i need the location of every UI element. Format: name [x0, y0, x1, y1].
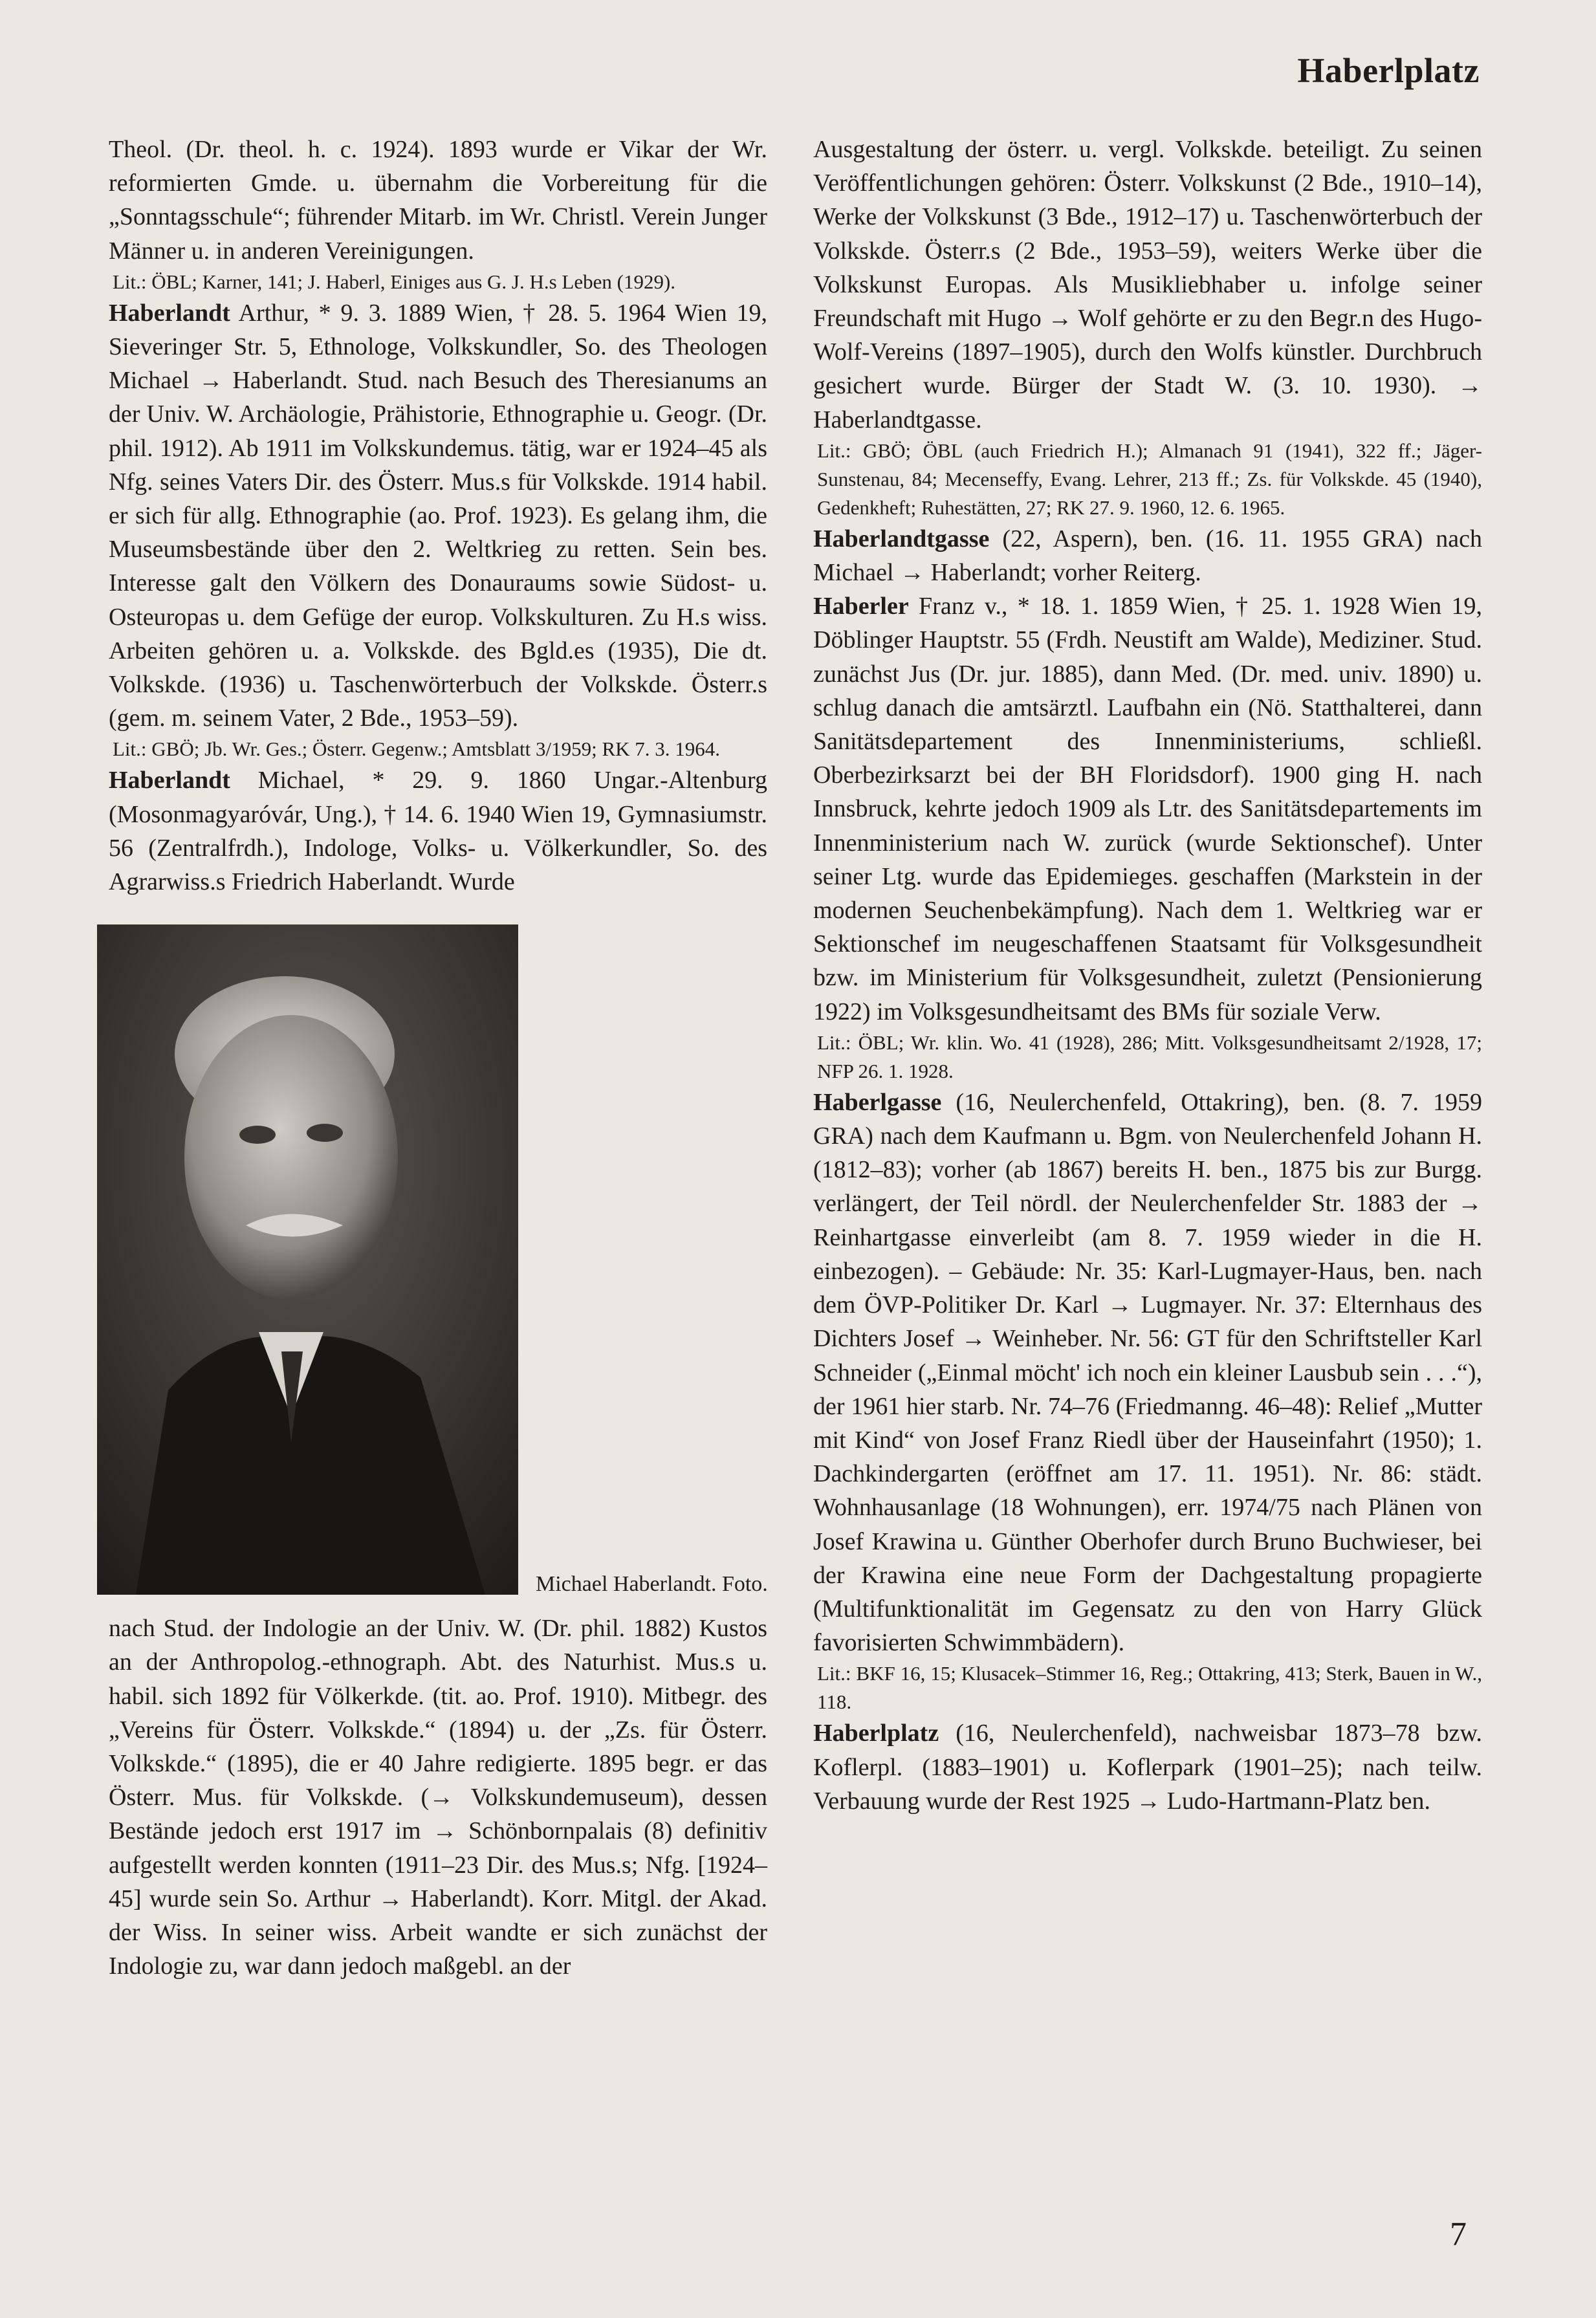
photo-caption: Michael Haberlandt. Foto.	[536, 1572, 768, 1597]
entry-michael-haberlandt	[109, 763, 767, 899]
entry-body: (16, Neulerchenfeld, Ottakring), ben. (8. 7. 1959 GRA) nach dem Kaufmann u. Bgm. von Neulerchenfeld Johann H. (1812–83); vorher (ab 1867) bereits H. ben., 1875 bis zur Burgg. verlängert, der Teil nördl. der Neulerchenfelder Str. 1883 der → Reinhartgasse einverleibt (am 8. 7. 1959 wieder in die H. einbezogen). – Gebäude: Nr. 35: Karl-Lugmayer-Haus, ben. nach dem ÖVP-Politiker Dr. Karl → Lugmayer. Nr. 37: Elternhaus des Dichters Josef → Weinheber. Nr. 56: GT für den Schriftsteller Karl Schneider („Einmal möcht' ich noch ein kleiner Lausbub sein . . .“), der 1961 hier starb. Nr. 74–76 (Friedmanng. 46–48): Relief „Mutter mit Kind“ von Josef Franz Riedl über der Hauseinfahrt (1950); 1. Dachkindergarten (eröffnet am 17. 11. 1951). Nr. 86: städt. Wohnhausanlage (18 Wohnungen), err. 1974/75 nach Plänen von Josef Krawina u. Günther Oberhofer durch Bruno Buchwieser, bei der Krawina eine neue Form der Dachgestaltung propagierte (Multifunktionalität im Gegensatz zu den von Harry Glück favorisierten Schwimmbädern).	[813, 1088, 1482, 1657]
entry-body: (22, Aspern), ben. (16. 11. 1955 GRA) nach Michael → Haberlandt; vorher Reiterg.	[813, 525, 1482, 587]
entry-headword: Haberlplatz	[813, 1720, 939, 1747]
entry-headword: Haberlandt	[109, 299, 230, 327]
literature-note: Lit.: ÖBL; Wr. klin. Wo. 41 (1928), 286; Mitt. Volksgesundheitsamt 2/1928, 17; NFP 26. 1. 1928.	[817, 1031, 1482, 1082]
entry-haberlplatz	[813, 1716, 1482, 1818]
entry-haberlandtgasse	[813, 522, 1482, 589]
entry-arthur-haberlandt	[109, 296, 767, 736]
entry-headword: Haberlandtgasse	[813, 525, 990, 552]
entry-body: Michael, * 29. 9. 1860 Ungar.-Altenburg (Mosonmagyaróvár, Ung.), † 14. 6. 1940 Wien 19, Gymnasiumstr. 56 (Zentralfrdh.), Indologe, Volks- u. Völkerkundler, So. des Agrarwiss.s Friedrich Haberlandt. Wurde	[109, 767, 767, 896]
entry-michael-continuation: nach Stud. der Indologie an der Univ. W. (Dr. phil. 1882) Kustos an der Anthropolog.-ethnograph. Abt. des Naturhist. Mus.s u. habil. sich 1892 für Völkerkde. (tit. ao. Prof. 1910). Mitbegr. des „Vereins für Österr. Volkskde.“ (1894) u. der „Zs. für Österr. Volkskde.“ (1895), die er 40 Jahre redigierte. 1895 begr. er das Österr. Mus. für Volkskde. (→ Volkskundemuseum), dessen Bestände jedoch erst 1917 im → Schönbornpalais (8) definitiv aufgestellt werden konnten (1911–23 Dir. des Mus.s; Nfg. [1924–45] wurde sein So. Arthur → Haberlandt). Korr. Mitgl. der Akad. der Wiss. In seiner wiss. Arbeit wandte er sich zunächst der Indologie zu, war dann jedoch maßgebl. an der	[109, 1615, 767, 1980]
portrait-photo	[97, 924, 518, 1595]
literature-note: Lit.: BKF 16, 15; Klusacek–Stimmer 16, Reg.; Ottakring, 413; Sterk, Bauen in W., 118.	[817, 1662, 1482, 1714]
running-header: Haberlplatz	[1297, 51, 1480, 90]
entry-michael-continuation: Ausgestaltung der österr. u. vergl. Volkskde. beteiligt. Zu seinen Veröffentlichungen gehören: Österr. Volkskunst (2 Bde., 1910–14), Werke der Volkskunst (3 Bde., 1912–17) u. Taschenwörterbuch der Volkskde. Österr.s (2 Bde., 1953–59), weiters Werke über die Volkskunst Europas. Als Musikliebhaber u. infolge seiner Freundschaft mit Hugo → Wolf gehörte er zu den Begr.n des Hugo-Wolf-Vereins (1897–1905), durch den Wolfs künstler. Durchbruch gesichert wurde. Bürger der Stadt W. (3. 10. 1930). → Haberlandtgasse.	[813, 136, 1482, 433]
right-column	[813, 133, 1482, 1818]
entry-body: Arthur, * 9. 3. 1889 Wien, † 28. 5. 1964 Wien 19, Sieveringer Str. 5, Ethnologe, Volkskundler, So. des Theologen Michael → Haberlandt. Stud. nach Besuch des Theresianums an der Univ. W. Archäologie, Prähistorie, Ethnographie u. Geogr. (Dr. phil. 1912). Ab 1911 im Volkskundemus. tätig, war er 1924–45 als Nfg. seines Vaters Dir. des Österr. Mus.s für Volkskde. 1914 habil. er sich für allg. Ethnographie (ao. Prof. 1923). Es gelang ihm, die Museumsbestände über den 2. Weltkrieg zu retten. Sein bes. Interesse galt den Völkern des Donauraums sowie Südost- u. Osteuropas u. dem Gefüge der europ. Volkskulturen. Zu H.s wiss. Arbeiten gehören u. a. Volkskde. des Bgld.es (1935), Die dt. Volkskde. (1936) u. Taschenwörterbuch der Volkskde. Österr.s (gem. m. seinem Vater, 2 Bde., 1953–59).	[109, 299, 767, 732]
left-column	[109, 133, 767, 1984]
entry-body: Franz v., * 18. 1. 1859 Wien, † 25. 1. 1928 Wien 19, Döblinger Hauptstr. 55 (Frdh. Neustift am Walde), Mediziner. Stud. zunächst Jus (Dr. jur. 1885), dann Med. (Dr. med. univ. 1890) u. schlug danach die amtsärztl. Laufbahn ein (Nö. Statthalterei, dann Sanitätsdepartement des Innenministeriums, schließl. Oberbezirksarzt bei der BH Floridsdorf). 1900 ging H. nach Innsbruck, kehrte jedoch 1909 als Ltr. des Sanitätsdepartements im Innenministerium nach W. zurück (wurde Sektionschef). Unter seiner Ltg. wurde das Epidemieges. geschaffen (Markstein in der modernen Seuchenbekämpfung). Nach dem 1. Weltkrieg war er Sektionschef im neugeschaffenen Staatsamt für Volksgesundheit bzw. im Ministerium für Volksgesundheit, zuletzt (Pensionierung 1922) im Volksgesundheitsamt des BMs für soziale Verw.	[813, 593, 1482, 1025]
entry-headword: Haberler	[813, 593, 909, 620]
portrait-figure	[109, 924, 767, 1595]
portrait-image	[97, 924, 518, 1595]
entry-headword: Haberlandt	[109, 767, 230, 794]
literature-note: Lit.: ÖBL; Karner, 141; J. Haberl, Einiges aus G. J. H.s Leben (1929).	[113, 270, 676, 293]
entry-haberlgasse	[813, 1086, 1482, 1659]
entry-body: (16, Neulerchenfeld), nachweisbar 1873–78 bzw. Koflerpl. (1883–1901) u. Koflerpark (1901–25); nach teilw. Verbauung wurde der Rest 1925 → Ludo-Hartmann-Platz ben.	[813, 1720, 1482, 1815]
literature-note: Lit.: GBÖ; ÖBL (auch Friedrich H.); Almanach 91 (1941), 322 ff.; Jäger-Sunstenau, 84; Mecenseffy, Evang. Lehrer, 213 ff.; Zs. für Volkskde. 45 (1940), Gedenkheft; Ruhestätten, 27; RK 27. 9. 1960, 12. 6. 1965.	[817, 439, 1482, 519]
entry-headword: Haberlgasse	[813, 1088, 942, 1116]
page-number: 7	[1450, 2216, 1467, 2253]
entry-continuation-text: Theol. (Dr. theol. h. c. 1924). 1893 wurde er Vikar der Wr. reformierten Gmde. u. übernahm die Vorbereitung für die „Sonntagsschule“; führender Mitarb. im Wr. Christl. Verein Junger Männer u. in anderen Vereinigungen.	[109, 136, 767, 265]
literature-note: Lit.: GBÖ; Jb. Wr. Ges.; Österr. Gegenw.; Amtsblatt 3/1959; RK 7. 3. 1964.	[113, 738, 721, 761]
entry-haberler	[813, 589, 1482, 1029]
